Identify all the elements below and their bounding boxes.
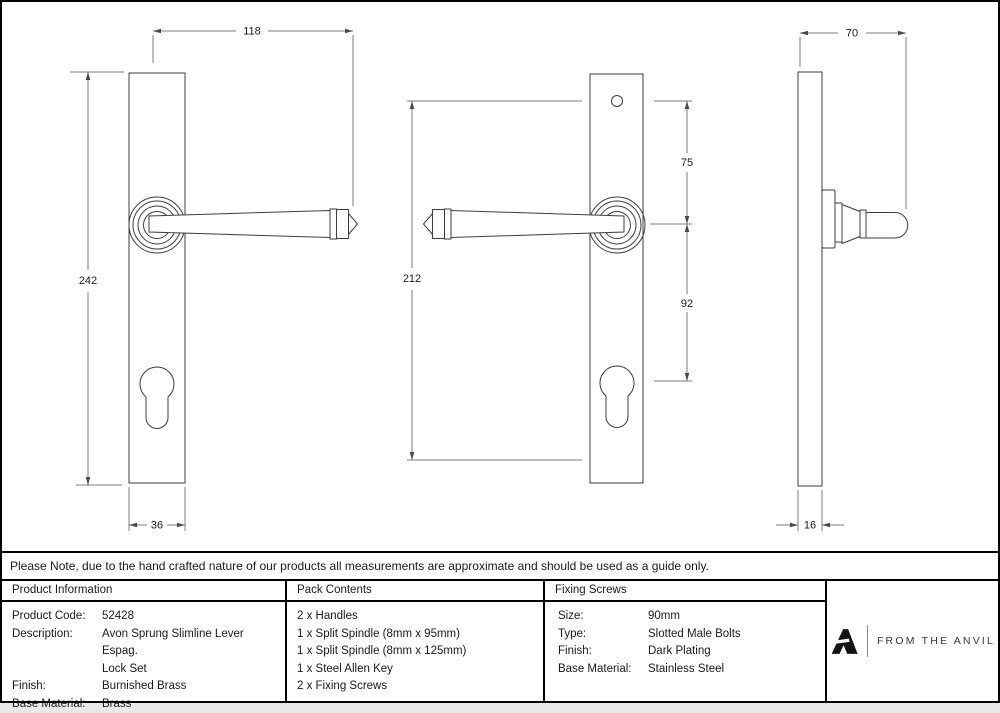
list-item: 1 x Split Spindle (8mm x 95mm) (297, 626, 543, 644)
product-information-body (2, 602, 285, 713)
product-info-table (2, 581, 998, 701)
side-profile-view (776, 28, 908, 532)
row-value: Dark Plating (648, 643, 825, 661)
row-label: Finish: (12, 678, 102, 696)
row-value: Brass (102, 696, 285, 713)
table-row (12, 678, 285, 696)
column-pack-contents (285, 581, 543, 701)
screw-hole (612, 96, 623, 107)
row-label (12, 661, 102, 679)
list-item: 2 x Handles (297, 608, 543, 626)
row-value: Slotted Male Bolts (648, 626, 825, 644)
dim-screw-centres: 212 (403, 273, 421, 285)
dim-projection: 70 (846, 28, 858, 40)
row-label: Size: (558, 608, 648, 626)
fixing-screws-header: Fixing Screws (545, 581, 825, 602)
handle-side-profile (822, 190, 908, 248)
row-label: Base Material: (558, 661, 648, 679)
column-fixing-screws (543, 581, 825, 701)
table-row (12, 626, 285, 661)
row-label: Description: (12, 626, 102, 661)
table-row (12, 608, 285, 626)
row-value: 90mm (648, 608, 825, 626)
list-item: 1 x Steel Allen Key (297, 661, 543, 679)
pack-contents-body (287, 602, 543, 696)
dim-handle-to-keyhole: 92 (681, 298, 693, 310)
brand-cell (825, 581, 998, 701)
fixing-screws-body (545, 602, 825, 678)
backplate-side (798, 72, 822, 486)
front-view-lever-right (70, 26, 358, 532)
dim-plate-height: 242 (79, 275, 97, 287)
table-row (558, 661, 825, 679)
note-bar (0, 551, 1000, 581)
arrowheads-left-view (86, 29, 353, 528)
row-label: Product Code: (12, 608, 102, 626)
row-label: Base Material: (12, 696, 102, 713)
extension-lines-left-view (70, 35, 353, 531)
list-item: 1 x Split Spindle (8mm x 125mm) (297, 643, 543, 661)
dim-plate-width: 36 (151, 520, 163, 532)
row-label: Type: (558, 626, 648, 644)
arrowheads-middle-view (410, 101, 690, 460)
row-value: Avon Sprung Slimline Lever Espag. (102, 626, 285, 661)
table-row (558, 608, 825, 626)
dim-plate-depth: 16 (804, 520, 816, 532)
table-row (558, 643, 825, 661)
table-row (12, 661, 285, 679)
row-value: 52428 (102, 608, 285, 626)
column-product-information (2, 581, 285, 701)
table-row (558, 626, 825, 644)
anvil-logo-icon (830, 628, 858, 655)
front-view-lever-left (403, 74, 693, 483)
row-value: Stainless Steel (648, 661, 825, 679)
dim-overall-width: 118 (243, 26, 261, 38)
list-item: 2 x Fixing Screws (297, 678, 543, 696)
dimension-lines-side-view (776, 33, 906, 525)
brand-name: FROM THE ANVIL (877, 635, 995, 647)
product-information-header: Product Information (2, 581, 285, 602)
dim-screw-to-handle: 75 (681, 157, 693, 169)
dimension-lines-middle-view (412, 101, 687, 460)
brand-divider (867, 625, 868, 657)
table-row (12, 696, 285, 713)
pack-contents-header: Pack Contents (287, 581, 543, 602)
row-value: Lock Set (102, 661, 285, 679)
row-value: Burnished Brass (102, 678, 285, 696)
row-label: Finish: (558, 643, 648, 661)
extension-lines-middle-view (407, 101, 692, 460)
dimension-lines-left-view (88, 31, 353, 525)
note-text: Please Note, due to the hand crafted nature of our products all measurements are approximate and should be used as a guide only. (10, 559, 709, 573)
